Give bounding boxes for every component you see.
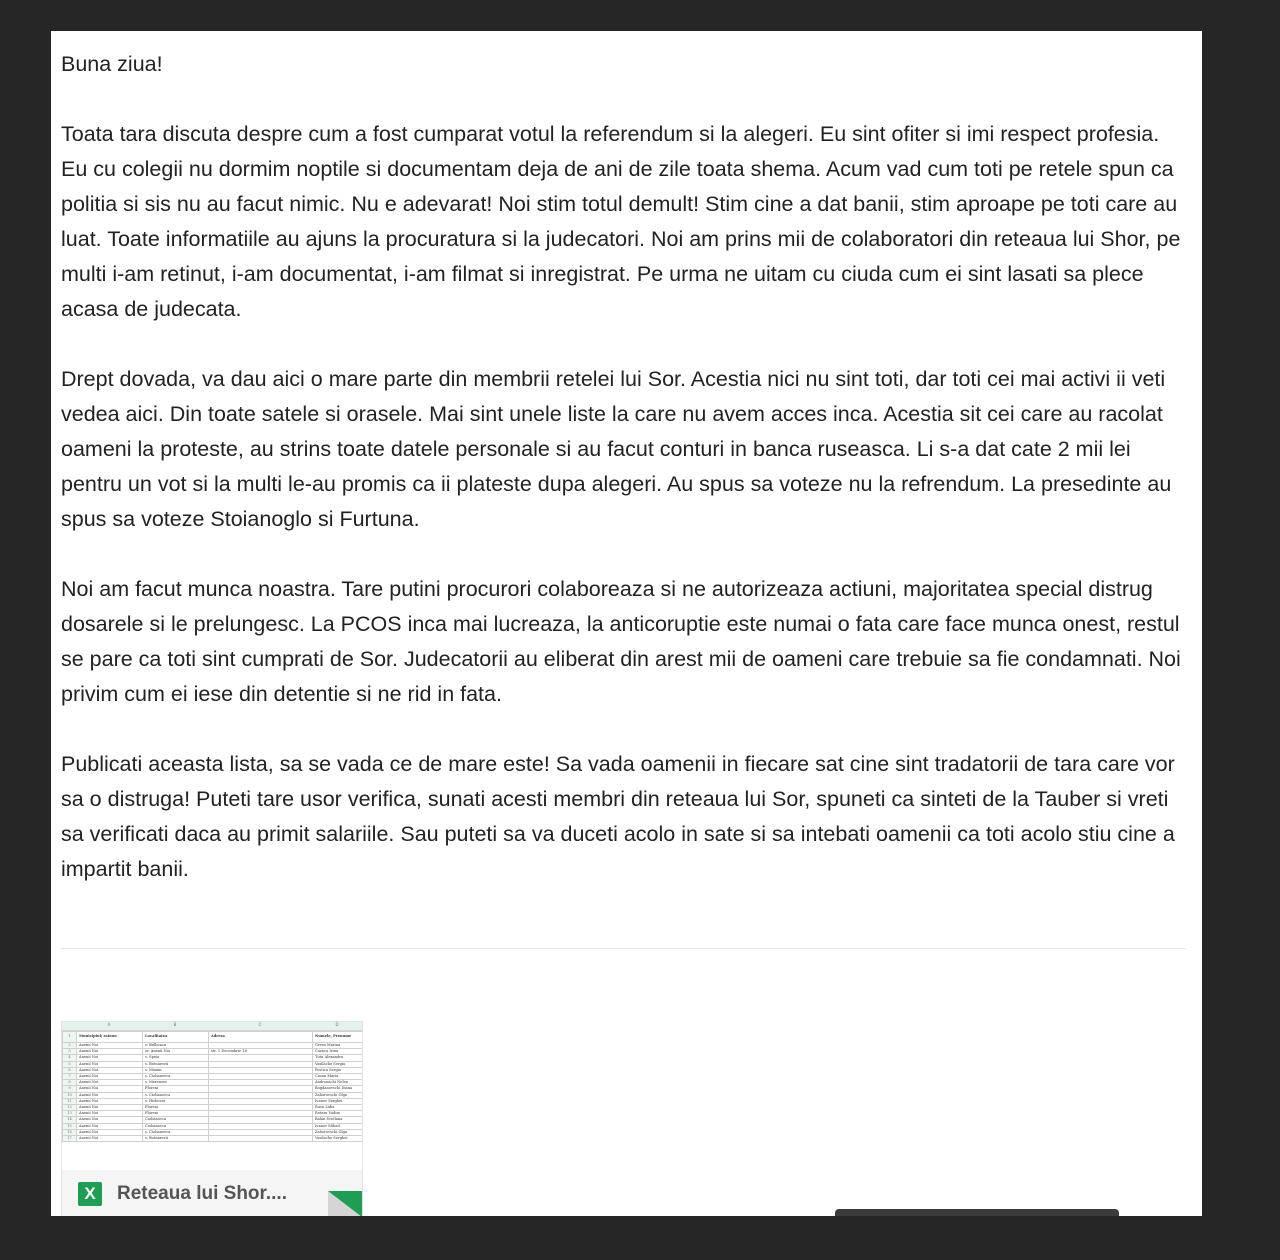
table-cell: s. Maxim [143,1067,209,1073]
email-window [51,31,1202,1216]
table-cell: Rotaru Vadim [313,1111,363,1117]
table-cell: Rusu Lidia [313,1105,363,1111]
table-row: 7 Anenii Noi s. Ciobanovca Cazan Maria [63,1074,363,1080]
table-cell: Postica Sergiu [313,1067,363,1073]
table-row: 12 Anenii Noi Floreni Rusu Lidia [63,1105,363,1111]
attachment-file-name[interactable]: Reteaua lui Shor.... [117,1183,287,1204]
table-cell: Floreni [143,1105,209,1111]
table-cell: Cazacu Irina [313,1049,363,1055]
column-letter: C [258,1022,262,1027]
table-cell: Anenii Noi [77,1092,143,1098]
sheet-corner-icon [328,1191,362,1216]
table-cell: Anenii Noi [77,1117,143,1123]
email-paragraph-3: Noi am facut munca noastra. Tare putini procurori colaboreaza si ne autorizeaza actiuni, majoritatea special distrug dosarele si le prelungesc. La PCOS inca mai lucreaza, la anticoruptie este numai o fata care face munca onest, restul se pare ca toti sint cumprati de Sor. Judecatorii au eliberat din arest mii de oameni care trebuie sa fie condamnati. Noi privim cum ei iese din detentie si ne rid in fata. [61,577,1181,706]
spreadsheet-column-header [62,1022,362,1031]
table-cell: Vasilache Sergiu [313,1061,363,1067]
email-paragraph-4: Publicati aceasta lista, sa se vada ce de mare este! Sa vada oamenii in fiecare sat cine sint tradatorii de tara care vor sa o distruga! Puteti tare usor verifica, sunati acesti membri din reteaua lui Sor, spuneti ca sinteti de la Tauber si vreti sa verificati daca au primit salariile. Sau puteti sa va duceti acolo in sate si sa intebati oamenii ca toti acolo stiu cine a impartit banii. [61,752,1175,881]
table-cell: str. 1 Decembrie 18 [209,1049,313,1055]
table-cell: Floreni [143,1111,209,1117]
table-cell: s. Bulboaca [143,1043,209,1049]
column-letter: B [173,1022,177,1027]
table-cell: Anenii Noi [77,1123,143,1129]
table-cell: Ciobanovca [143,1123,209,1129]
table-cell: Anenii Noi [77,1111,143,1117]
table-row: 11 Anenii Noi s. Hirbovat Ivanov Serghei [63,1098,363,1104]
table-cell: Zahorovschi Olga [313,1129,363,1135]
table-cell: Anenii Noi [77,1136,143,1142]
table-row: 16 Anenii Noi s. Ciobanovca Zahorovschi Olga [63,1129,363,1135]
attachment-preview [62,1022,362,1170]
table-cell: Gresu Marina [313,1043,363,1049]
excel-icon: X [78,1182,102,1206]
table-header-cell: Numele, Prenume [313,1032,363,1043]
email-body [61,47,1191,922]
table-row: 4 Anenii Noi s. Speia Tutu Alexandru [63,1055,363,1061]
table-cell: Ivanov Mihail [313,1123,363,1129]
column-letter: A [107,1022,111,1027]
bottom-scroll-handle[interactable] [835,1209,1119,1216]
table-cell: s. Speia [143,1055,209,1061]
table-row: 5 Anenii Noi s. Botnaresti Vasilache Sergiu [63,1061,363,1067]
table-row: 14 Anenii Noi Ciobanovca Balan Svetlana [63,1117,363,1123]
table-row: 15 Anenii Noi Ciobanovca Ivanov Mihail [63,1123,363,1129]
column-letter: D [335,1022,339,1027]
table-cell: Anenii Noi [77,1043,143,1049]
table-row: 2 Anenii Noi s. Bulboaca Gresu Marina [63,1043,363,1049]
table-header-cell: Adresa [209,1032,313,1043]
table-cell: Vasilache Serghei [313,1136,363,1142]
table-cell: s. Ciobanovca [143,1129,209,1135]
table-cell: s. Ciobanovca [143,1074,209,1080]
table-cell: s. Botnaresti [143,1061,209,1067]
table-cell: or. Anenii Noi [143,1049,209,1055]
table-cell: Anenii Noi [77,1080,143,1086]
table-cell: Andronachi Nelea [313,1080,363,1086]
table-cell: Floreni [143,1086,209,1092]
table-cell: Anenii Noi [77,1049,143,1055]
table-cell: Balan Svetlana [313,1117,363,1123]
table-cell: Ciobanovca [143,1117,209,1123]
email-paragraph-2: Drept dovada, va dau aici o mare parte din membrii retelei lui Sor. Acestia nici nu sint toti, dar toti cei mai activi ii veti vedea aici. Din toate satele si orasele. Mai sint unele liste la care nu avem acces inca. Acestia sit cei care au racolat oameni la proteste, au strins toate datele personale si au facut conturi in banca ruseasca. Li s-a dat cate 2 mii lei pentru un vot si la multi le-au promis ca ii plateste dupa alegeri. Au spus sa voteze nu la refrendum. La presedinte au spus sa voteze Stoianoglo si Furtuna. [61,367,1172,531]
table-cell: Bogdanovschi Diana [313,1086,363,1092]
attachment-file-bar[interactable] [62,1172,362,1216]
table-cell: Anenii Noi [77,1098,143,1104]
table-cell: Anenii Noi [77,1086,143,1092]
attachments-divider [61,948,1186,949]
table-row: 8 Anenii Noi s. Mereneni Andronachi Nelea [63,1080,363,1086]
table-cell: s. Hirbovat [143,1098,209,1104]
spreadsheet-preview-table [62,1031,362,1142]
table-row: 6 Anenii Noi s. Maxim Postica Sergiu [63,1067,363,1073]
table-header-cell: Localitatea [143,1032,209,1043]
table-cell: Anenii Noi [77,1067,143,1073]
table-header-cell: Municipiul/ raionu [77,1032,143,1043]
table-cell: Zahorovschi Olga [313,1092,363,1098]
table-cell: s. Mereneni [143,1080,209,1086]
email-paragraph-1: Toata tara discuta despre cum a fost cumparat votul la referendum si la alegeri. Eu sint ofiter si imi respect profesia. Eu cu colegii nu dormim noptile si documentam deja de ani de zile toata shema. Acum vad cum toti pe retele spun ca politia si sis nu au facut nimic. Nu e adevarat! Noi stim totul demult! Stim cine a dat banii, stim aproape pe toti care au luat. Toate informatiile au ajuns la procuratura si la judecatori. Noi am prins mii de colaboratori din reteaua lui Shor, pe multi i-am retinut, i-am documentat, i-am filmat si inregistrat. Pe urma ne uitam cu ciuda cum ei sint lasati sa plece acasa de judecata. [61,122,1181,321]
table-header-row: 1 Municipiul/ raionu Localitatea Adresa Numele, Prenume [63,1032,363,1043]
table-cell: Anenii Noi [77,1105,143,1111]
table-cell: Anenii Noi [77,1055,143,1061]
table-cell: Anenii Noi [77,1129,143,1135]
table-cell: Ivanov Serghei [313,1098,363,1104]
attachment-card[interactable] [61,1021,363,1216]
table-cell: s. Ciobanovca [143,1092,209,1098]
email-greeting: Buna ziua! [61,52,163,76]
table-row: 3 Anenii Noi or. Anenii Noi str. 1 Decembrie 18 Cazacu Irina [63,1049,363,1055]
table-row: 9 Anenii Noi Floreni Bogdanovschi Diana [63,1086,363,1092]
table-cell: Anenii Noi [77,1061,143,1067]
table-row: 13 Anenii Noi Floreni Rotaru Vadim [63,1111,363,1117]
table-row: 10 Anenii Noi s. Ciobanovca Zahorovschi Olga [63,1092,363,1098]
table-cell: s. Botnaresti [143,1136,209,1142]
table-cell: Tutu Alexandru [313,1055,363,1061]
table-row: 17 Anenii Noi s. Botnaresti Vasilache Serghei [63,1136,363,1142]
table-cell: Anenii Noi [77,1074,143,1080]
table-cell: Cazan Maria [313,1074,363,1080]
table-cell [209,1136,313,1142]
